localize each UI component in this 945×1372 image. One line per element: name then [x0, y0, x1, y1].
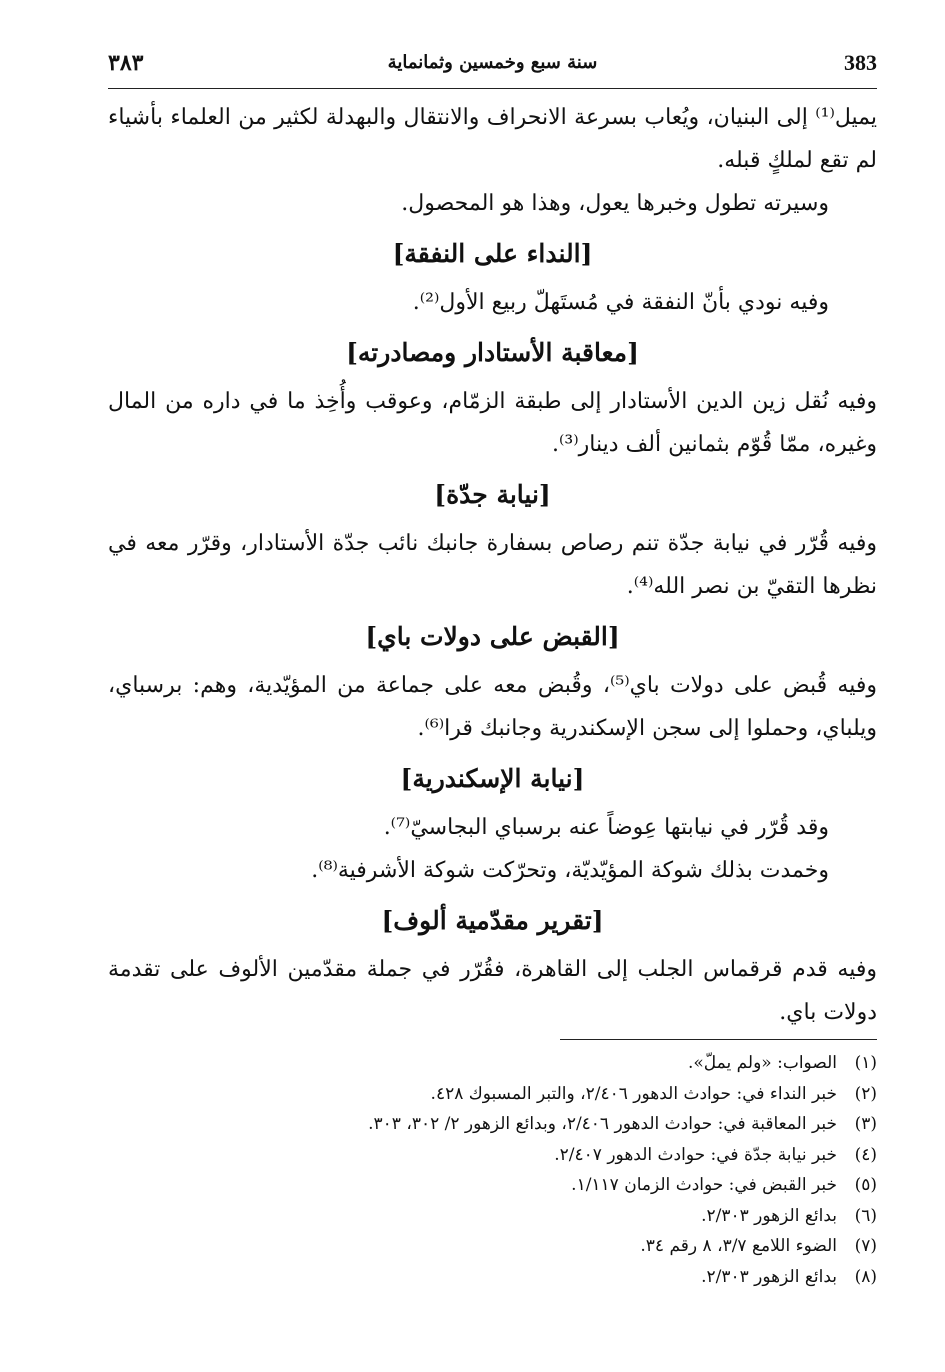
- paragraph: وخمدت بذلك شوكة المؤيّديّة، وتحرّكت شوكة الأشرفية⁽⁸⁾.: [311, 858, 829, 883]
- footnote-number: (٨): [854, 1266, 877, 1287]
- paragraph: يميل⁽¹⁾ إلى البنيان، ويُعاب بسرعة الانحراف والانتقال والبهدلة لكثير من العلماء بأشياء لم تقع لملكٍ قبله.: [108, 105, 877, 173]
- footnote: [108, 1048, 877, 1079]
- footnote-number: (٦): [854, 1205, 877, 1226]
- header-rule: [108, 88, 877, 89]
- paragraph: وفيه قُرّر في نيابة جدّة تنم رصاص بسفارة جانبك نائب جدّة الأستادار، وقرّر معه في نظرها التقيّ بن نصر الله⁽⁴⁾.: [108, 531, 877, 599]
- footnote: [108, 1170, 877, 1201]
- footnote-number: (٣): [854, 1114, 877, 1134]
- paragraph: وفيه نُقل زين الدين الأستادار إلى طبقة الزمّام، وعوقب وأُخِذ ما في داره من المال وغيره، ممّا قُوّم بثمانين ألف دينار⁽³⁾.: [108, 389, 877, 457]
- footnote-text: خبر النداء في: حوادث الدهور ٢/٤٠٦، والتبر المسبوك ٤٢٨.: [430, 1083, 837, 1104]
- footnote: [108, 1109, 877, 1140]
- footnote-text: خبر نيابة جدّة في: حوادث الدهور ٢/٤٠٧.: [554, 1144, 837, 1165]
- paragraph: وفيه قُبض على دولات باي⁽⁵⁾، وقُبض معه على جماعة من المؤيّدية، وهم: برسباي، ويلباي، وحملوا إلى سجن الإسكندرية وجانبك قرا⁽⁶⁾.: [108, 673, 878, 741]
- paragraph: وسيرته تطول وخبرها يعول، وهذا هو المحصول.: [401, 191, 829, 216]
- section-heading: [تقرير مقدّمية ألوف]: [381, 906, 604, 935]
- paragraph: وفيه قدم قرقماس الجلب إلى القاهرة، فقُرّر في جملة مقدّمين الألوف على تقدمة دولات باي.: [108, 957, 877, 1025]
- main-text: [108, 96, 877, 1034]
- section-heading: [القبض على دولات باي]: [365, 622, 620, 651]
- paragraph: وقد قُرّر في نيابتها عِوضاً عنه برسباي البجاسيّ⁽⁷⁾.: [383, 815, 829, 840]
- footnote-number: (٢): [854, 1083, 877, 1104]
- section-heading: [نيابة جدّة]: [434, 480, 551, 509]
- running-title: سنة سبع وخمسين وثمانماية: [387, 52, 598, 73]
- page-number-latin: 383: [844, 50, 877, 75]
- footnote: [108, 1231, 877, 1262]
- footnote-text: خبر المعاقبة في: حوادث الدهور ٢/٤٠٦، وبدائع الزهور ٢/ ٣٠٢، ٣٠٣.: [368, 1114, 837, 1134]
- footnote-text: بدائع الزهور ٢/٣٠٣.: [701, 1205, 837, 1226]
- section-heading: [معاقبة الأستادار ومصادرته]: [346, 338, 639, 367]
- footnote-text: الضوء اللامع ٣/٧، ٨ رقم ٣٤.: [640, 1236, 837, 1256]
- page-number-arabic: ٣٨٣: [108, 50, 144, 76]
- section-heading: [النداء على النفقة]: [392, 239, 593, 268]
- page-header: [108, 46, 877, 86]
- footnote: [108, 1262, 877, 1293]
- paragraph: وفيه نودي بأنّ النفقة في مُستَهلّ ربيع الأول⁽²⁾.: [412, 290, 829, 315]
- section-heading: [نيابة الإسكندرية]: [400, 764, 585, 793]
- footnote-number: (١): [854, 1053, 877, 1073]
- footnote: [108, 1201, 877, 1232]
- footnote-text: خبر القبض في: حوادث الزمان ١/١١٧.: [571, 1175, 837, 1195]
- footnote-number: (٤): [854, 1144, 877, 1165]
- footnote: [108, 1079, 877, 1110]
- footnote: [108, 1140, 877, 1171]
- footnote-number: (٥): [854, 1175, 877, 1195]
- footnote-separator: [560, 1039, 877, 1040]
- footnote-number: (٧): [854, 1236, 877, 1256]
- footnote-text: الصواب: «ولم يملّ».: [687, 1053, 837, 1073]
- footnote-text: بدائع الزهور ٢/٣٠٣.: [701, 1266, 837, 1287]
- footnotes: [108, 1048, 877, 1292]
